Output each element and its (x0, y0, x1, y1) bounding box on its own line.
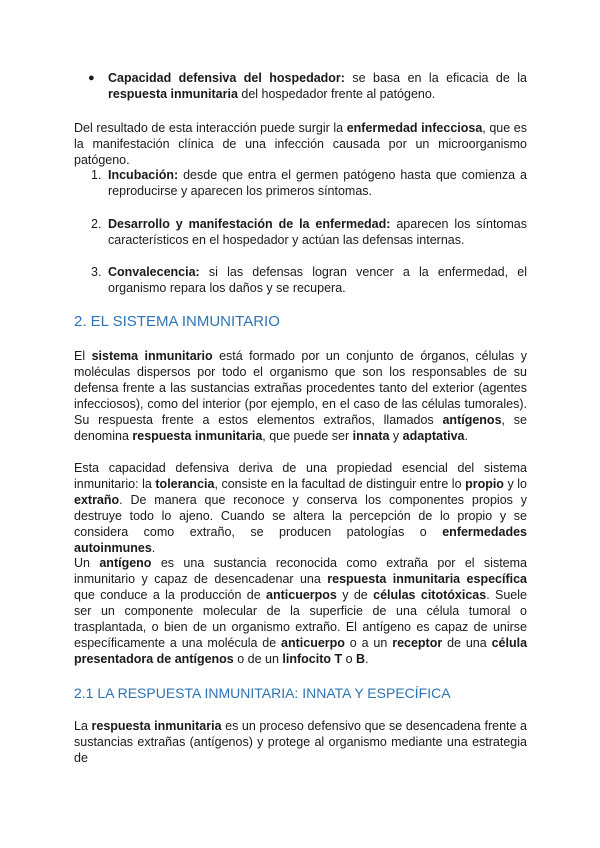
text: y lo (503, 477, 527, 491)
bold-term: antígeno (99, 556, 152, 570)
bold-term: B (356, 652, 366, 666)
bold-term: receptor (392, 636, 443, 650)
bullet-term: Capacidad defensiva del hospedador: (108, 71, 345, 85)
bullet-bold-1: respuesta inmunitaria (108, 87, 238, 101)
text: es un proceso defensivo que se desencadena frente a sustancias extrañas (antígenos) y protege al organismo mediante una estrategia de (74, 719, 527, 765)
list-text: si las defensas logran vencer a la enfermedad, el organismo repara los daños y se recupera. (108, 265, 527, 295)
text: que conduce a la producción de (74, 588, 267, 602)
text: Del resultado de esta interacción puede surgir la (74, 121, 347, 135)
bold-term: enfermedades autoinmunes (74, 525, 527, 555)
text: es una sustancia reconocida como extraña por el sistema inmunitario y capaz de desencadenar una (74, 556, 527, 586)
list-number: 2. (91, 217, 102, 231)
list-number: 1. (91, 168, 102, 182)
bold-term: anticuerpos (266, 588, 337, 602)
list-item-development (108, 216, 527, 248)
bold-term: célula presentadora de antígenos (74, 636, 528, 666)
paragraph-immune-response (74, 718, 527, 766)
bold-term: innata (352, 429, 390, 443)
bullet-text-2: del hospedador frente al patógeno. (237, 87, 436, 101)
text: de una (442, 636, 492, 650)
text: y de (336, 588, 374, 602)
bold-term: enfermedad infecciosa (346, 121, 483, 135)
text: . (365, 652, 369, 666)
bold-term: células citotóxicas (373, 588, 487, 602)
text: Un (74, 556, 100, 570)
list-term: Desarrollo y manifestación de la enfermedad: (108, 217, 391, 231)
text: o a un (344, 636, 393, 650)
bold-term: sistema inmunitario (91, 349, 213, 363)
text: Esta capacidad defensiva deriva de una propiedad esencial del sistema inmunitario: la (74, 461, 527, 491)
text: El (74, 349, 92, 363)
text: . Suele ser un componente molecular de la superficie de una célula tumoral o trasplantada, o bien de un organismo extraño. El antígeno es capaz de unirse específicamente a una molécula de (74, 588, 527, 650)
text: y (389, 429, 403, 443)
section-heading-immune-system: 2. EL SISTEMA INMUNITARIO (74, 313, 280, 330)
text: , que puede ser (262, 429, 353, 443)
bold-term: anticuerpo (281, 636, 345, 650)
paragraph-immune-system (74, 348, 527, 444)
text: o (342, 652, 357, 666)
list-term: Convalecencia: (108, 265, 200, 279)
paragraph-tolerance (74, 460, 527, 556)
subsection-heading-immune-response: 2.1 LA RESPUESTA INMUNITARIA: INNATA Y ESPECÍFICA (74, 685, 451, 701)
list-number: 3. (91, 265, 102, 279)
bullet-text-1: se basa en la eficacia de la (344, 71, 527, 85)
text: o de un (233, 652, 283, 666)
bold-term: adaptativa (402, 429, 465, 443)
paragraph-infectious-disease (74, 120, 527, 168)
bold-term: propio (465, 477, 504, 491)
bold-term: linfocito T (282, 652, 343, 666)
bold-term: extraño (74, 493, 120, 507)
text: . (464, 429, 468, 443)
list-text: desde que entra el germen patógeno hasta que comienza a reproducirse y aparecen los primeros síntomas. (108, 168, 527, 198)
text: , consiste en la facultad de distinguir entre lo (214, 477, 466, 491)
text: La (74, 719, 92, 733)
list-item-convalescence (108, 264, 527, 296)
bold-term: respuesta inmunitaria (91, 719, 222, 733)
bold-term: respuesta inmunitaria específica (327, 572, 527, 586)
text: está formado por un conjunto de órganos, células y moléculas dispersos por todo el organismo que son los responsables de su defensa frente a las sustancias extrañas procedentes tanto del exterior (agentes infecciosos), como del interior (por ejemplo, en el caso de las células tumorales). Su respuesta frente a estos elementos extraños, llamados (74, 349, 527, 427)
bold-term: tolerancia (155, 477, 215, 491)
bullet-dot-icon: ● (88, 72, 95, 84)
list-text: aparecen los síntomas característicos en el hospedador y actúan las defensas internas. (108, 217, 527, 247)
text: . (151, 541, 156, 555)
bullet-host-defense (108, 70, 527, 102)
bold-term: respuesta inmunitaria (132, 429, 263, 443)
text: . De manera que reconoce y conserva los componentes propios y destruye todo lo ajeno. Cuando se altera la percepción de lo propio y se considera como extraño, se producen patologías o (74, 493, 527, 539)
paragraph-antigen (74, 555, 527, 667)
list-item-incubation (108, 167, 527, 199)
bold-term: antígenos (442, 413, 502, 427)
list-term: Incubación: (108, 168, 179, 182)
text: , se denomina (74, 413, 528, 443)
text: , que es la manifestación clínica de una infección causada por un microorganismo patógeno. (74, 121, 528, 167)
